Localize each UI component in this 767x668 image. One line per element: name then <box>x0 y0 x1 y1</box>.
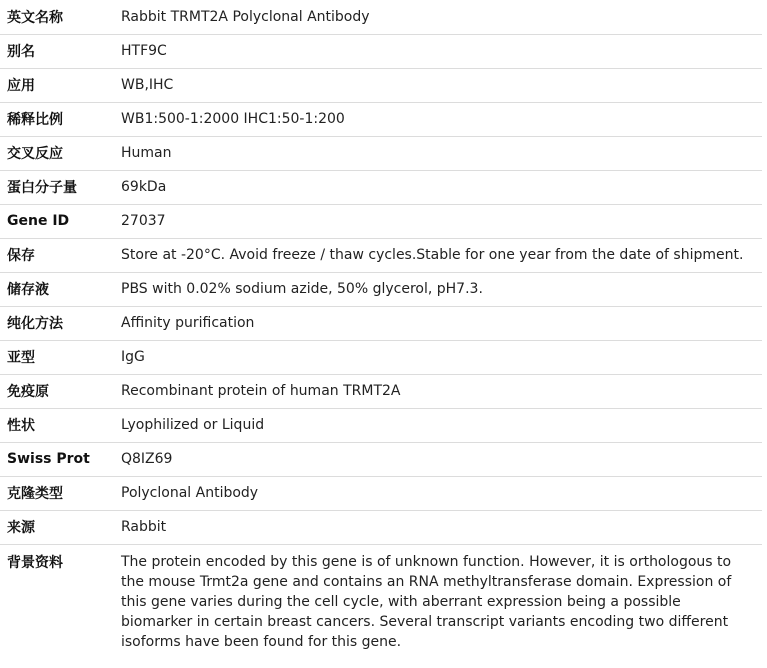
spec-value: WB1:500-1:2000 IHC1:50-1:200 <box>121 111 345 127</box>
spec-label: Gene ID <box>7 213 70 229</box>
spec-label: 别名 <box>7 44 35 60</box>
spec-label: 应用 <box>7 78 35 94</box>
spec-label: 储存液 <box>7 282 49 298</box>
spec-row-form <box>0 408 762 442</box>
spec-row-purification <box>0 306 762 340</box>
spec-label: 蛋白分子量 <box>7 180 77 196</box>
spec-row-swiss-prot <box>0 442 762 476</box>
spec-value: Rabbit <box>121 519 167 535</box>
spec-label: 交叉反应 <box>7 146 63 162</box>
spec-value: 27037 <box>121 213 166 229</box>
spec-label: 性状 <box>7 418 35 434</box>
spec-row-application <box>0 68 762 102</box>
spec-label: 保存 <box>7 248 35 264</box>
spec-row-reactivity <box>0 136 762 170</box>
spec-row-gene-id <box>0 204 762 238</box>
spec-row-dilution <box>0 102 762 136</box>
spec-label: Swiss Prot <box>7 451 90 467</box>
spec-value: HTF9C <box>121 43 167 59</box>
spec-value: IgG <box>121 349 145 365</box>
spec-row-storage-buffer <box>0 272 762 306</box>
spec-value: Store at -20°C. Avoid freeze / thaw cycles.Stable for one year from the date of shipment. <box>121 247 744 263</box>
spec-value: The protein encoded by this gene is of unknown function. However, it is orthologous to the mouse Trmt2a gene and contains an RNA methyltransferase domain. Expression of this gene varies during the cell cycle, with aberrant expression being a possible biomarker in certain breast cancers. Several transcript variants encoding two different isoforms have been found for this gene. <box>121 553 732 650</box>
spec-label: 背景资料 <box>7 554 63 571</box>
spec-label: 英文名称 <box>7 9 63 26</box>
spec-value: WB,IHC <box>121 77 174 93</box>
spec-row-alias <box>0 34 762 68</box>
spec-label: 克隆类型 <box>7 486 63 502</box>
spec-row-clonality <box>0 476 762 510</box>
spec-label: 稀释比例 <box>7 112 63 128</box>
spec-value: Polyclonal Antibody <box>121 485 259 501</box>
spec-value: Human <box>121 145 172 161</box>
spec-row-isotype <box>0 340 762 374</box>
spec-row-english-name <box>0 0 762 34</box>
spec-row-storage <box>0 238 762 272</box>
spec-label: 亚型 <box>7 350 35 366</box>
spec-label: 来源 <box>7 520 35 536</box>
spec-row-host <box>0 510 762 544</box>
spec-row-molecular-weight <box>0 170 762 204</box>
spec-value: Rabbit TRMT2A Polyclonal Antibody <box>121 8 370 25</box>
spec-value: 69kDa <box>121 179 167 195</box>
spec-value: Recombinant protein of human TRMT2A <box>121 383 401 399</box>
spec-label: 纯化方法 <box>7 316 63 332</box>
spec-value: Q8IZ69 <box>121 451 173 467</box>
spec-row-immunogen <box>0 374 762 408</box>
spec-row-background <box>0 544 762 652</box>
spec-value: Affinity purification <box>121 315 255 331</box>
spec-label: 免疫原 <box>7 384 49 400</box>
spec-value: PBS with 0.02% sodium azide, 50% glycerol, pH7.3. <box>121 281 483 297</box>
spec-value: Lyophilized or Liquid <box>121 417 265 433</box>
